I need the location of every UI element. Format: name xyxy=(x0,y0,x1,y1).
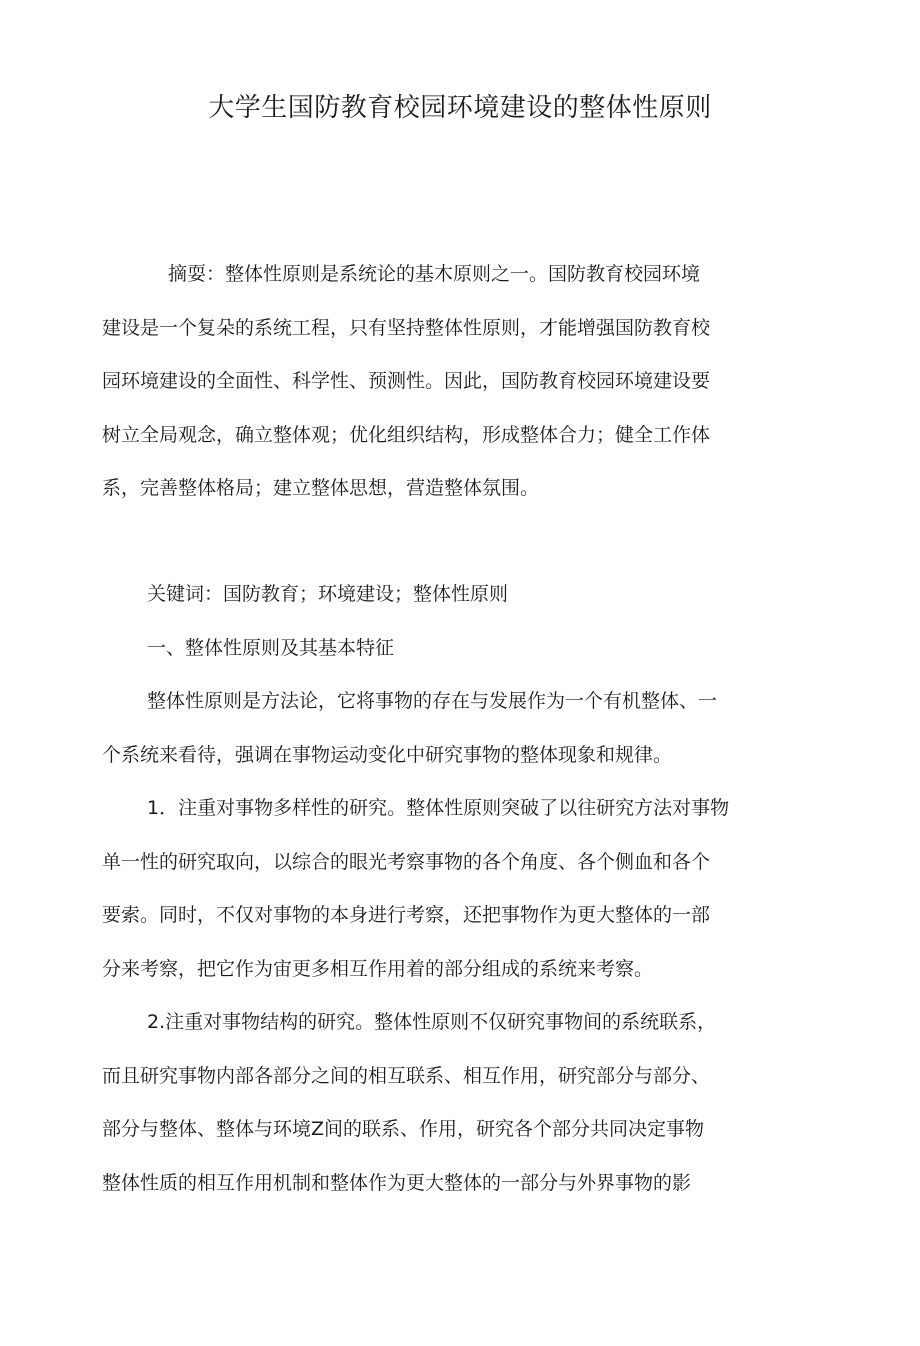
paragraph-line: 1．注重对事物多样性的研究。整体性原则突破了以往研究方法对事物 xyxy=(147,797,730,819)
keywords-line: 关键词：国防教育；环境建设；整体性原则 xyxy=(147,583,509,605)
paragraph-line: 2.注重对事物结构的研究。整体性原则不仅研究事物间的系统联系， xyxy=(147,1011,717,1033)
paragraph-line: 要索。同时，不仅对事物的本身进行考察，还把事物作为更大整体的一部 xyxy=(102,904,711,926)
paragraph-line: 整体性原则是方法论，它将事物的存在与发展作为一个有机整体、一 xyxy=(147,690,718,712)
abstract-line: 园环境建设的全面性、科学性、预测性。因此，国防教育校园环境建设要 xyxy=(102,370,711,392)
paragraph-line: 个系统来看待，强调在事物运动变化中研究事物的整体现象和规律。 xyxy=(102,743,673,766)
document-title: 大学生国防教育校园环境建设的整体性原则 xyxy=(208,93,712,123)
paragraph-line: 单一性的研究取向，以综合的眼光考察事物的各个角度、各个侧血和各个 xyxy=(102,850,711,873)
abstract-line: 系，完善整体格局；建立整体思想，营造整体氛围。 xyxy=(102,477,540,499)
paragraph-line: 而且研究事物内部各部分之间的相互联系、相互作用，研究部分与部分、 xyxy=(102,1064,711,1087)
paragraph-line: 分来考察，把它作为宙更多相互作用着的部分组成的系统来考察。 xyxy=(102,957,654,980)
paragraph-line: 整体性质的相互作用机制和整体作为更大整体的一部分与外界事物的影 xyxy=(102,1171,692,1194)
main-content xyxy=(102,568,822,1210)
abstract-paragraph xyxy=(102,248,822,516)
abstract-line: 树立全局观念，确立整体观；优化组织结构，形成整体合力；健全工作体 xyxy=(102,423,711,446)
section-heading: 一、整体性原则及其基本特征 xyxy=(147,636,395,659)
abstract-line: 摘耍：整体性原则是系统论的基木原则之一。国防教育校园环境 xyxy=(168,263,701,285)
paragraph-line: 部分与整体、整体与环境Z间的联系、作用，研究各个部分共同决定事物 xyxy=(102,1118,705,1140)
abstract-line: 建设是一个复朵的系统工程，只有坚持整体性原则，才能增强国防教育校 xyxy=(102,316,711,339)
